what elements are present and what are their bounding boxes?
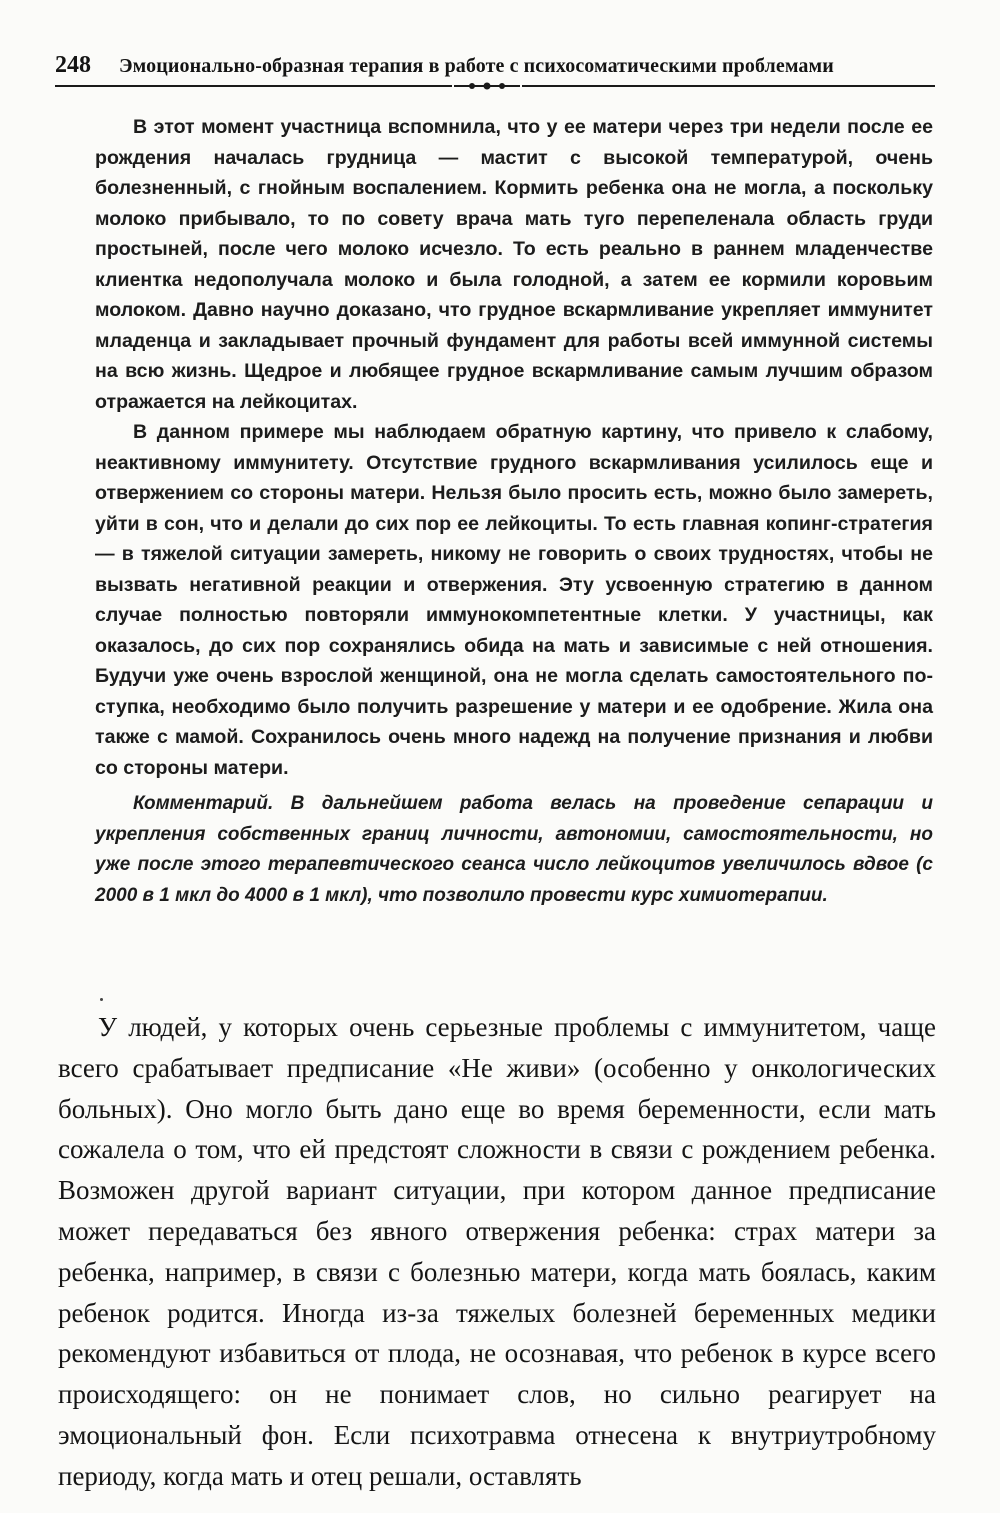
inset-paragraph-1: В этот момент участница вспомнила, что у ее матери через три недели после ее рождения началась грудница — мастит с высокой температурой, очень болезненный, с гнойным воспалением. Кормить ребенка она не могла, а поскольку молоко прибывало, то по совету врача мать туго перепеленала область груди простыней, после чего молоко исчезло. То есть реально в раннем младенчестве клиентка недополучала молоко и была голодной, а затем ее кормили коровьим молоком. Давно научно доказано, что грудное вскармливание укрепляет иммунитет младенца и закладывает прочный фундамент для работы всей иммунной системы на всю жизнь. Щедрое и любящее грудное вскармливание самым лучшим образом отражается на лейкоцитах. (95, 116, 933, 413)
case-study-inset (95, 112, 933, 911)
main-paragraph: У людей, у которых очень серьезные проблемы с иммунитетом, чаще всего срабатывает предписание «Не живи» (особенно у онкологических больных). Оно могло быть дано еще во время беременности, если мать сожалела о том, что ей предстоят сложности в связи с рождением ребенка. Возможен другой вариант ситуации, при котором данное предписание может передаваться без явного отвержения ребенка: страх матери за ребенка, например, в связи с болезнью матери, когда мать боялась, каким ребенок родится. Иногда из-за тяжелых болезней беременных медики рекомендуют избавиться от плода, не осознавая, что ребенок в курсе всего происходящего: он не понимает слов, но сильно реагирует на эмоциональный фон. Если психотравма отнесена к внутриутробному периоду, когда мать и отец решали, оставлять (58, 1012, 936, 1491)
main-text (58, 1007, 936, 1497)
comment-label: Комментарий. (133, 793, 274, 814)
ornament-icon (452, 80, 522, 92)
page-number: 248 (55, 52, 91, 78)
inset-paragraph-2: В данном примере мы наблюдаем обратную картину, что привело к слабому, неактивному иммунитету. Отсутствие грудного вскармливания усилилось еще и отвержением со стороны матери. Нельзя было просить есть, можно было замереть, уйти в сон, что и делали до сих пор ее лейкоциты. То есть главная копинг-стратегия — в тяжелой ситуации замереть, никому не говорить о своих трудностях, чтобы не вызвать негативной реакции и отвержения. Эту усвоенную стратегию в данном случае полностью повторяли иммунокомпетентные клетки. У участницы, как оказалось, до сих пор сохранялись обида на мать и зависимые с ней отношения. Будучи уже очень взрослой женщиной, она не могла сделать самостоятельного поступка, необходимо было получить разрешение у матери и ее одобрение. Жила она также с мамой. Сохранилось очень много надежд на получение признания и любви со стороны матери. (95, 421, 933, 779)
comment-text: В дальнейшем работа велась на проведение сепарации и укрепления собственных границ личности, автономии, самостоятельности, но уже после этого терапевтического сеанса число лейкоцитов увеличилось вдвое (с 2000 в 1 мкл до 4000 в 1 мкл), что позволило провести курс химиотерапии. (95, 793, 934, 906)
comment-paragraph (95, 789, 933, 911)
running-title: Эмоционально-образная терапия в работе с психосоматическими проблемами (119, 55, 834, 77)
stray-dot (100, 998, 103, 1001)
